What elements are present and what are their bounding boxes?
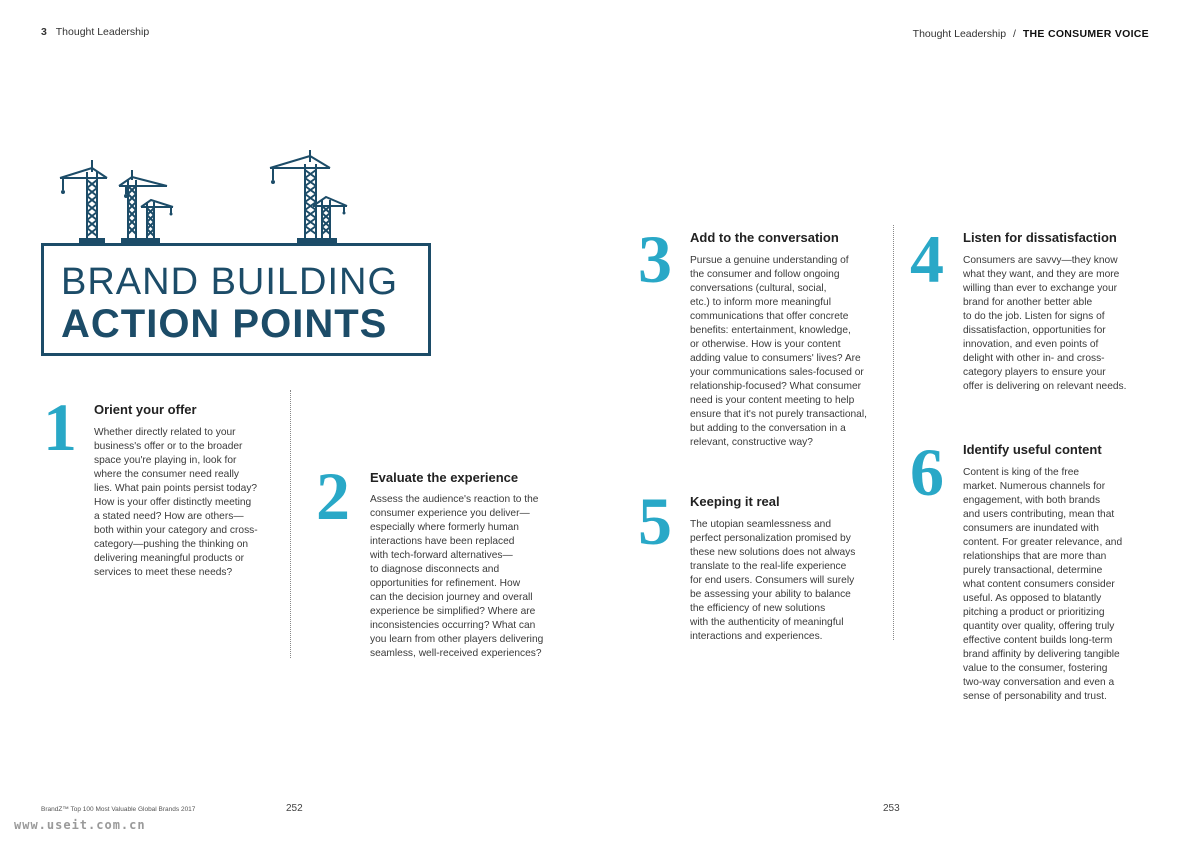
body-line: but adding to the conversation in a [690, 423, 846, 434]
body-line: etc.) to inform more meaningful [690, 297, 831, 308]
body-line: conversations (cultural, social, [690, 283, 827, 294]
section-4-heading: Listen for dissatisfaction [963, 230, 1117, 245]
left-section-label: Thought Leadership [55, 26, 150, 38]
section-3-number: 3 [638, 221, 672, 297]
body-line: what content consumers consider [963, 579, 1115, 590]
body-line: content. For greater relevance, and [963, 537, 1123, 548]
footer-left-page: 252 [286, 803, 303, 814]
body-line: your communications sales-focused or [690, 367, 864, 378]
body-line: to diagnose disconnects and [370, 564, 500, 575]
body-line: two-way conversation and even a [963, 677, 1115, 688]
tower-crane-icon [55, 150, 355, 245]
body-line: value to the consumer, fostering [963, 663, 1108, 674]
section-2-heading: Evaluate the experience [370, 470, 519, 485]
body-line: and users contributing, mean that [963, 509, 1115, 520]
body-line: delight with other in- and cross- [963, 353, 1105, 364]
section-3-body [690, 254, 867, 450]
body-line: or otherwise. How is your content [690, 339, 841, 350]
body-line: dissatisfaction, opportunities for [963, 325, 1106, 336]
title-line-1: BRAND BUILDING [61, 261, 399, 303]
body-line: delivering meaningful products or [94, 553, 245, 564]
body-line: experience be simplified? Where are [370, 606, 536, 617]
body-line: purely transactional, determine [963, 565, 1103, 576]
body-line: you learn from other players delivering [370, 634, 544, 645]
body-line: relationships that are more than [963, 551, 1107, 562]
body-line: these new solutions does not always [690, 547, 856, 558]
body-line: useful. As opposed to blatantly [963, 593, 1102, 604]
body-line: inconsistencies occurring? What can [370, 620, 536, 631]
body-line: engagement, with both brands [963, 495, 1101, 506]
body-line: perfect personalization promised by [690, 533, 851, 544]
section-1-body [94, 426, 258, 580]
left-page-number: 3 [41, 26, 47, 38]
body-line: adding value to consumers' lives? Are [690, 353, 861, 364]
section-3-heading: Add to the conversation [690, 230, 839, 245]
body-line: Pursue a genuine understanding of [690, 255, 849, 266]
body-line: be assessing your ability to balance [690, 589, 851, 600]
body-line: effective content builds long-term [963, 635, 1113, 646]
body-line: consumer experience you deliver— [370, 508, 530, 519]
body-line: business's offer or to the broader [94, 441, 243, 452]
body-line: what they want, and they are more [963, 269, 1120, 280]
body-line: especially where formerly human [370, 522, 519, 533]
body-line: the efficiency of new solutions [690, 603, 826, 614]
body-line: category—pushing the thinking on [94, 539, 249, 550]
body-line: translate to the real-life experience [690, 561, 847, 572]
body-line: need is your content meeting to help [690, 395, 855, 406]
watermark: www.useit.com.cn [14, 818, 146, 832]
title-line-2: ACTION POINTS [61, 302, 388, 346]
right-header-title: THE CONSUMER VOICE [1022, 28, 1149, 40]
section-4-body [963, 254, 1126, 394]
section-6-body [963, 466, 1122, 704]
body-line: sense of personability and trust. [963, 691, 1107, 702]
section-2-body [370, 493, 543, 661]
body-line: quantity over quality, offering truly [963, 621, 1115, 632]
body-line: the consumer and follow ongoing [690, 269, 840, 280]
body-line: Content is king of the free [963, 467, 1080, 478]
body-line: pitching a product or prioritizing [963, 607, 1105, 618]
body-line: with tech-forward alternatives— [370, 550, 513, 561]
title-box [41, 243, 431, 356]
section-6-number: 6 [910, 434, 944, 510]
body-line: brand for another better able [963, 297, 1093, 308]
body-line: interactions and experiences. [690, 631, 823, 642]
right-header [913, 28, 1149, 40]
body-line: a stated need? How are others— [94, 511, 244, 522]
body-line: with the authenticity of meaningful [690, 617, 844, 628]
header-separator: / [1012, 28, 1016, 40]
body-line: where the consumer need really [94, 469, 239, 480]
body-line: interactions have been replaced [370, 536, 515, 547]
right-section-label: Thought Leadership [912, 28, 1007, 40]
section-5-number: 5 [638, 483, 672, 559]
divider-right [893, 225, 894, 640]
body-line: How is your offer distinctly meeting [94, 497, 252, 508]
section-5-body [690, 518, 855, 644]
footer-right-page: 253 [883, 803, 900, 814]
section-2-number: 2 [316, 458, 350, 534]
section-1-number: 1 [43, 389, 77, 465]
body-line: willing than ever to exchange your [963, 283, 1118, 294]
body-line: relationship-focused? What consumer [690, 381, 862, 392]
body-line: The utopian seamlessness and [690, 519, 832, 530]
body-line: market. Numerous channels for [963, 481, 1106, 492]
body-line: consumers are inundated with [963, 523, 1099, 534]
left-header [41, 26, 149, 38]
section-5-heading: Keeping it real [690, 494, 780, 509]
section-1-heading: Orient your offer [94, 402, 197, 417]
body-line: both within your category and cross- [94, 525, 258, 536]
divider-left [290, 390, 291, 658]
body-line: space you're playing in, look for [94, 455, 237, 466]
body-line: for end users. Consumers will surely [690, 575, 855, 586]
section-6-heading: Identify useful content [963, 442, 1102, 457]
body-line: category players to ensure your [963, 367, 1106, 378]
footer-source: BrandZ™ Top 100 Most Valuable Global Brands 2017 [41, 806, 196, 813]
body-line: lies. What pain points persist today? [94, 483, 258, 494]
body-line: seamless, well-received experiences? [370, 648, 542, 659]
body-line: communications that offer concrete [690, 311, 849, 322]
body-line: innovation, and even points of [963, 339, 1099, 350]
section-4-number: 4 [910, 221, 944, 297]
body-line: Whether directly related to your [94, 427, 236, 438]
body-line: Consumers are savvy—they know [963, 255, 1118, 266]
body-line: offer is delivering on relevant needs. [963, 381, 1127, 392]
body-line: relevant, constructive way? [690, 437, 813, 448]
body-line: Assess the audience's reaction to the [370, 494, 539, 505]
body-line: brand affinity by delivering tangible [963, 649, 1120, 660]
body-line: benefits: entertainment, knowledge, [690, 325, 851, 336]
body-line: ensure that it's not purely transactional, [690, 409, 867, 420]
body-line: to do the job. Listen for signs of [963, 311, 1105, 322]
body-line: can the decision journey and overall [370, 592, 533, 603]
body-line: services to meet these needs? [94, 567, 233, 578]
body-line: opportunities for refinement. How [370, 578, 521, 589]
